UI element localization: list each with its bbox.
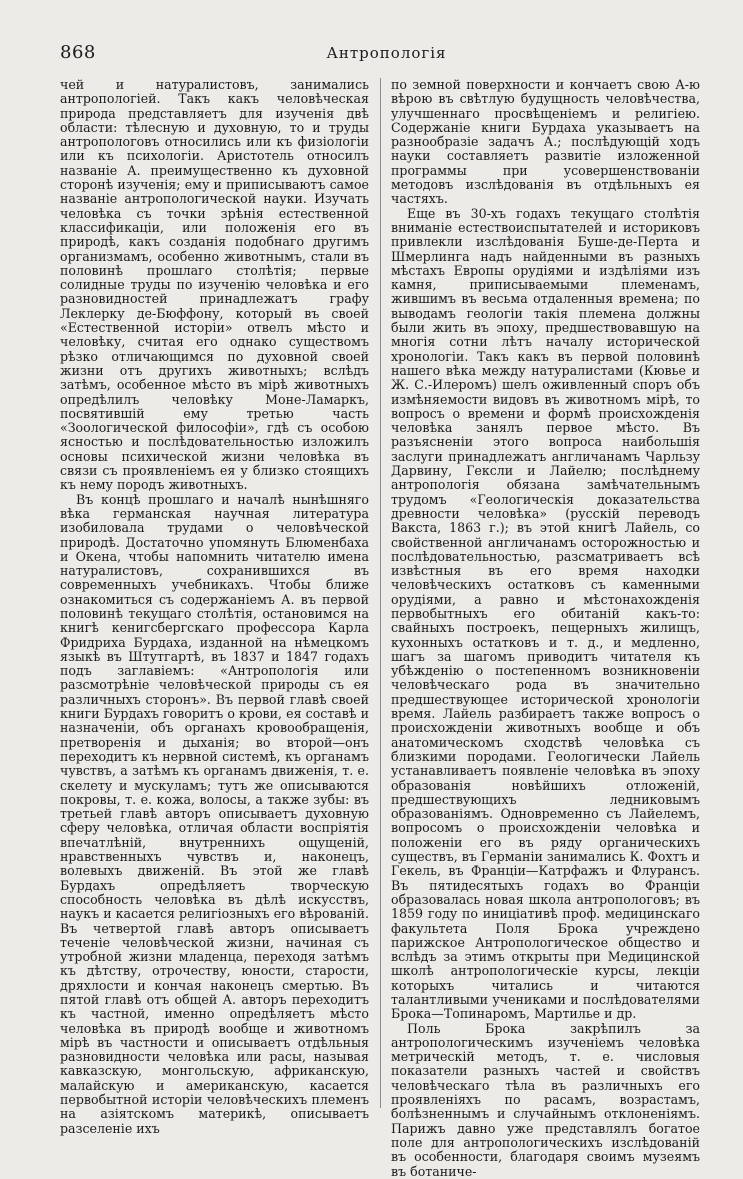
running-title: Антропологія: [326, 44, 447, 62]
right-column: [391, 77, 700, 1179]
text-columns: [60, 77, 700, 1179]
column-divider: [380, 78, 381, 1108]
page-number: 868: [60, 42, 96, 63]
paragraph: Еще въ 30-хъ годахъ текущаго столѣтія вниманіе естествоиспытателей и историковъ привлекли изслѣдованія Буше-де-Перта и Шмерлинга надъ найденными въ разныхъ мѣстахъ Европы орудіями и издѣліями изъ камня, приписываемыми племенамъ, жившимъ въ весьма отдаленныя времена; по выводамъ геологіи такія племена должны были жить въ эпоху, предшествовавшую на многія сотни лѣтъ началу исторической хронологіи. Такъ какъ въ первой половинѣ нашего вѣка между натуралистами (Кювье и Ж. С.-Илеромъ) шелъ оживленный споръ объ измѣняемости видовъ въ животномъ мірѣ, то вопросъ о времени и формѣ происхожденія человѣка занялъ первое мѣсто. Въ разъясненіи этого вопроса наибольшія заслуги принадлежатъ англичанамъ Чарльзу Дарвину, Гексли и Лайелю; послѣднему антропологія обязана замѣчательнымъ трудомъ «Геологическія доказательства древности человѣка» (русскій переводъ Вакста, 1863 г.); въ этой книгѣ Лайель, со свойственной англичанамъ осторожностью и послѣдовательностью, разсматриваетъ всѣ извѣстныя въ его время находки человѣческихъ остатковъ съ каменными орудіями, а равно и мѣстонахожденія первобытныхъ его обитаній какъ-то: свайныхъ построекъ, пещерныхъ жилищъ, кухонныхъ остатковъ и т. д., и медленно, шагъ за шагомъ приводитъ читателя къ убѣжденію о постепенномъ возникновеніи человѣческаго рода въ значительно предшествующее исторической хронологіи время. Лайель разбираетъ также вопросъ о происхожденіи животныхъ вообще и объ анатомическомъ сходствѣ человѣка съ близкими породами. Геологически Лайель устанавливаетъ появленіе человѣка въ эпоху образованія новѣйшихъ отложеній, предшествующихъ ледниковымъ образованіямъ. Одновременно съ Лайелемъ, вопросомъ о происхожденіи человѣка и положеніи его въ ряду органическихъ существъ, въ Германіи занимались К. Фохтъ и Гекель, въ Франціи—Катрфажъ и Флурансъ. Въ пятидесятыхъ годахъ во Франціи образовалась новая школа антропологовъ; въ 1859 году по иниціативѣ проф. медицинскаго факультета Поля Брока учреждено парижское Антропологическое общество и вслѣдъ за этимъ открыты при Медицинской школѣ антропологическіе курсы, лекціи которыхъ читались и читаются талантливыми учениками и послѣдователями Брока—Топинаромъ, Мартилье и др.: [391, 205, 700, 1022]
left-column: [60, 77, 369, 1136]
paragraph: чей и натуралистовъ, занимались антропологіей. Такъ какъ человѣческая природа представляетъ для изученія двѣ области: тѣлесную и духовную, то и труды антропологовъ относились или къ физіологіи или къ психологіи. Аристотель относилъ названіе А. преимущественно къ духовной сторонѣ изученія; ему и приписываютъ самое названіе антропологической науки. Изучать человѣка съ точки зрѣнія естественной классификаціи, или положенія его въ природѣ, какъ созданія подобнаго другимъ организмамъ, особенно животнымъ, стали въ половинѣ прошлаго столѣтія; первые солидные труды по изученію человѣка и его разновидностей принадлежатъ графу Леклерку де-Бюффону, который въ своей «Естественной исторіи» отвелъ мѣсто и человѣку, считая его однако существомъ рѣзко отличающимся по духовной своей жизни отъ другихъ животныхъ; вслѣдъ затѣмъ, особенное мѣсто въ мірѣ животныхъ опредѣлилъ человѣку Моне-Ламаркъ, посвятившій ему третью часть «Зоологической философіи», гдѣ съ особою ясностью и послѣдовательностью изложилъ основы психической жизни человѣка въ связи съ проявленіемъ ея у близко стоящихъ къ нему породъ животныхъ.: [60, 77, 369, 493]
paragraph: Поль Брока закрѣпилъ за антропологическимъ изученіемъ человѣка метрическій методъ, т. е. числовыя показатели разныхъ частей и свойствъ человѣческаго тѣла въ различныхъ его проявленіяхъ по расамъ, возрастамъ, болѣзненнымъ и случайнымъ отклоненіямъ. Парижъ давно уже представлялъ богатое поле для антропологическихъ изслѣдованій въ особенности, благодаря своимъ музеямъ въ ботаниче-: [391, 1020, 700, 1179]
paragraph: Въ концѣ прошлаго и началѣ нынѣшняго вѣка германская научная литература изобиловала трудами о человѣческой природѣ. Достаточно упомянуть Блюменбаха и Окена, чтобы напомнить читателю имена натуралистовъ, сохранившихся въ современныхъ учебникахъ. Чтобы ближе ознакомиться съ содержаніемъ А. въ первой половинѣ текущаго столѣтія, остановимся на книгѣ кенигсбергскаго профессора Карла Фридриха Бурдаха, изданной на нѣмецкомъ языкѣ въ Штутгартѣ, въ 1837 и 1847 годахъ подъ заглавіемъ: «Антропологія или разсмотрѣніе человѣческой природы съ ея различныхъ сторонъ». Въ первой главѣ своей книги Бурдахъ говоритъ о крови, ея составѣ и назначеніи, объ органахъ кровообращенія, претворенія и дыханія; во второй—онъ переходитъ къ нервной системѣ, къ органамъ чувствъ, а затѣмъ къ органамъ движенія, т. е. скелету и мускуламъ; тутъ же описываются покровы, т. е. кожа, волосы, а также зубы: въ третьей главѣ авторъ описываетъ духовную сферу человѣка, отличая области воспріятія впечатлѣній, внутреннихъ ощущеній, нравственныхъ чувствъ и, наконецъ, волевыхъ движеній. Въ этой же главѣ Бурдахъ опредѣляетъ творческую способность человѣка въ дѣлѣ искусствъ, наукъ и касается религіозныхъ его вѣрованій. Въ четвертой главѣ авторъ описываетъ теченіе человѣческой жизни, начиная съ утробной жизни младенца, переходя затѣмъ къ дѣтству, отрочеству, юности, старости, дряхлости и кончая наконецъ смертью. Въ пятой главѣ отъ общей А. авторъ переходитъ къ частной, именно опредѣляетъ мѣсто человѣка въ природѣ вообще и животномъ мірѣ въ частности и описываетъ отдѣльныя разновидности человѣка или расы, называя кавказскую, монгольскую, африканскую, малайскую и американскую, касается первобытной исторіи человѣческихъ племенъ на азіятскомъ материкѣ, описываетъ разселеніе ихъ: [60, 491, 369, 1136]
paragraph: по земной поверхности и кончаетъ свою А-ю вѣрою въ свѣтлую будущность человѣчества, улучшеннаго просвѣщеніемъ и религіею. Содержаніе книги Бурдаха указываетъ на разнообразіе задачъ А.; послѣдующій ходъ науки составляетъ развитіе изложенной программы при усовершенствованіи методовъ изслѣдованія въ отдѣльныхъ ея частяхъ.: [391, 77, 700, 207]
